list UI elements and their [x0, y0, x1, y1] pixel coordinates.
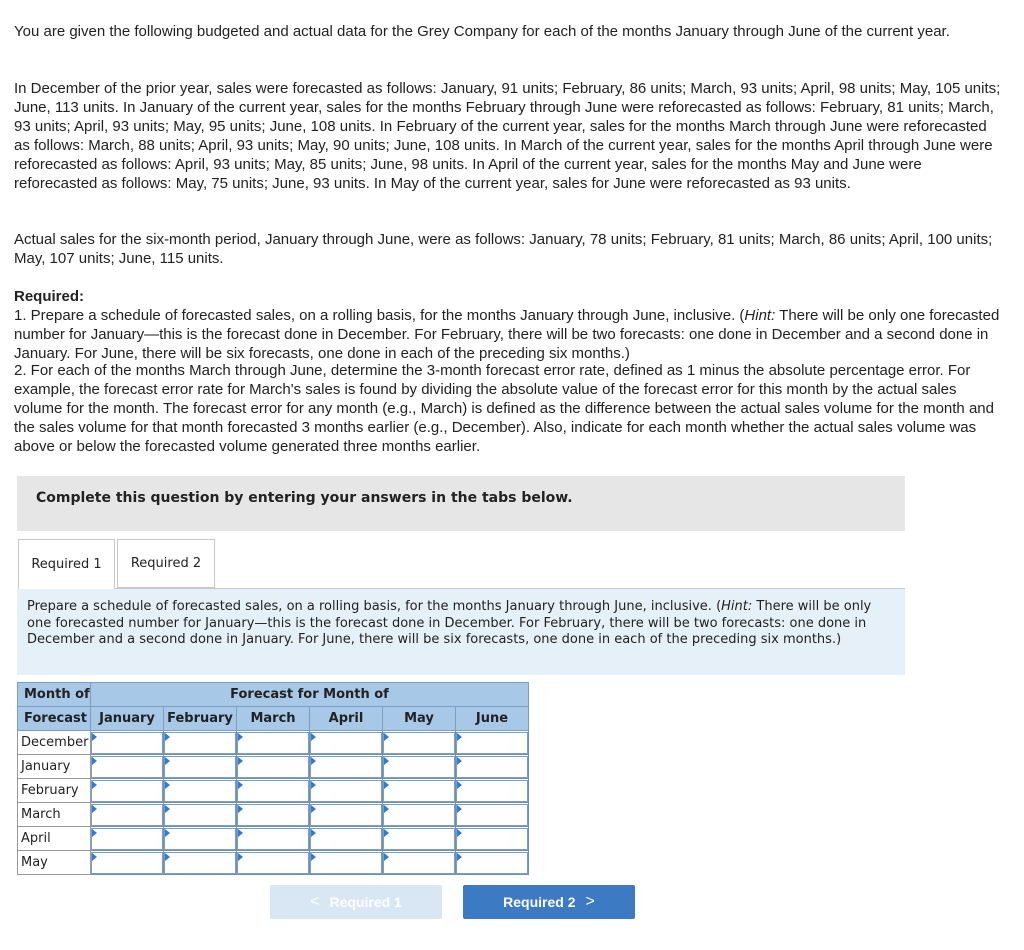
row-label-december: December	[18, 731, 91, 755]
row-label-april: April	[18, 827, 91, 851]
input-marker-icon	[384, 805, 389, 813]
forecast-cell	[91, 827, 164, 851]
forecast-cell	[456, 827, 529, 851]
input-marker-icon	[238, 733, 243, 741]
forecast-cell	[310, 827, 383, 851]
input-marker-icon	[92, 805, 97, 813]
forecast-input-march-january[interactable]	[91, 804, 163, 826]
forecast-input-march-february[interactable]	[164, 804, 236, 826]
header-forecast: Forecast	[18, 707, 91, 731]
input-marker-icon	[311, 805, 316, 813]
forecast-cell	[456, 851, 529, 875]
forecast-input-may-may[interactable]	[383, 852, 455, 874]
table-row	[18, 803, 529, 827]
forecast-cell	[164, 731, 237, 755]
forecast-input-april-february[interactable]	[164, 828, 236, 850]
previous-tab-label: Required 1	[329, 894, 402, 910]
forecast-cell	[237, 803, 310, 827]
forecast-input-december-january[interactable]	[91, 732, 163, 754]
input-marker-icon	[92, 757, 97, 765]
input-marker-icon	[457, 781, 462, 789]
input-marker-icon	[165, 805, 170, 813]
forecast-cell	[310, 731, 383, 755]
forecast-input-march-april[interactable]	[310, 804, 382, 826]
forecast-input-february-march[interactable]	[237, 780, 309, 802]
forecast-cell	[310, 779, 383, 803]
input-marker-icon	[384, 781, 389, 789]
forecast-cell	[91, 779, 164, 803]
input-marker-icon	[384, 733, 389, 741]
input-marker-icon	[384, 757, 389, 765]
input-marker-icon	[238, 829, 243, 837]
tab-required-1[interactable]: Required 1	[18, 539, 115, 589]
forecast-input-february-may[interactable]	[383, 780, 455, 802]
input-marker-icon	[238, 781, 243, 789]
forecast-cell	[456, 731, 529, 755]
row-label-february: February	[18, 779, 91, 803]
input-marker-icon	[384, 829, 389, 837]
forecast-cell	[237, 779, 310, 803]
forecast-cell	[383, 851, 456, 875]
tab-instruction-text: Prepare a schedule of forecasted sales, on a rolling basis, for the months January through June, inclusive. (Hint: There will be only one forecasted number for January—this is the forecast done in December. For February, there will be two forecasts: one done in December and a second done in January. For June, there will be six forecasts, one done in each of the preceding six months.)	[27, 599, 872, 647]
next-tab-label: Required 2	[503, 894, 576, 910]
forecast-input-january-may[interactable]	[383, 756, 455, 778]
forecast-input-january-march[interactable]	[237, 756, 309, 778]
forecast-input-may-april[interactable]	[310, 852, 382, 874]
forecast-input-april-april[interactable]	[310, 828, 382, 850]
table-row	[18, 731, 529, 755]
forecast-cell	[310, 803, 383, 827]
row-label-january: January	[18, 755, 91, 779]
table-row	[18, 779, 529, 803]
input-marker-icon	[311, 829, 316, 837]
forecast-cell	[237, 851, 310, 875]
forecast-cell	[164, 755, 237, 779]
forecast-input-may-february[interactable]	[164, 852, 236, 874]
input-marker-icon	[457, 733, 462, 741]
input-marker-icon	[457, 805, 462, 813]
tab-instruction-panel	[17, 589, 905, 675]
forecast-input-april-march[interactable]	[237, 828, 309, 850]
forecast-cell	[237, 755, 310, 779]
column-header-june: June	[456, 707, 529, 731]
row-label-march: March	[18, 803, 91, 827]
table-row	[18, 827, 529, 851]
forecast-data-text: In December of the prior year, sales were forecasted as follows: January, 91 units; February, 86 units; March, 93 units; April, 98 units; May, 105 units; June, 113 units. In January of the current year, sales for the months February through June were reforecasted as follows: February, 81 units; March, 93 units; April, 93 units; May, 95 units; June, 108 units. In February of the current year, sales for the months March through June were reforecasted as follows: March, 88 units; April, 93 units; May, 90 units; June, 108 units. In March of the current year, sales for the months April through June were reforecasted as follows: April, 93 units; May, 85 units; June, 98 units. In April of the current year, sales for the months May and June were reforecasted as follows: May, 75 units; June, 93 units. In May of the current year, sales for June were reforecasted as 93 units.	[14, 80, 1001, 192]
forecast-input-april-may[interactable]	[383, 828, 455, 850]
forecast-cell	[383, 803, 456, 827]
column-header-january: January	[91, 707, 164, 731]
forecast-cell	[237, 731, 310, 755]
forecast-input-february-april[interactable]	[310, 780, 382, 802]
tab-required-2[interactable]: Required 2	[117, 539, 215, 588]
input-marker-icon	[238, 805, 243, 813]
forecast-cell	[383, 827, 456, 851]
header-forecast-for-month-of: Forecast for Month of	[91, 683, 529, 707]
intro-text: You are given the following budgeted and actual data for the Grey Company for each of the months January through June of the current year.	[14, 23, 950, 40]
forecast-input-december-march[interactable]	[237, 732, 309, 754]
forecast-input-january-june[interactable]	[456, 756, 528, 778]
input-marker-icon	[92, 853, 97, 861]
forecast-input-april-june[interactable]	[456, 828, 528, 850]
input-marker-icon	[238, 757, 243, 765]
forecast-cell	[456, 755, 529, 779]
input-marker-icon	[457, 853, 462, 861]
banner-text: Complete this question by entering your answers in the tabs below.	[36, 490, 573, 506]
forecast-input-february-june[interactable]	[456, 780, 528, 802]
forecast-input-march-march[interactable]	[237, 804, 309, 826]
input-marker-icon	[165, 757, 170, 765]
forecast-input-may-march[interactable]	[237, 852, 309, 874]
forecast-cell	[91, 731, 164, 755]
forecast-cell	[237, 827, 310, 851]
input-marker-icon	[165, 853, 170, 861]
forecast-cell	[456, 803, 529, 827]
forecast-cell	[456, 779, 529, 803]
chevron-right-icon: >	[585, 893, 595, 910]
forecast-cell	[164, 803, 237, 827]
forecast-input-december-june[interactable]	[456, 732, 528, 754]
forecast-cell	[383, 731, 456, 755]
input-marker-icon	[311, 853, 316, 861]
input-marker-icon	[238, 853, 243, 861]
column-header-may: May	[383, 707, 456, 731]
column-header-february: February	[164, 707, 237, 731]
input-marker-icon	[384, 853, 389, 861]
forecast-cell	[91, 851, 164, 875]
forecast-input-february-february[interactable]	[164, 780, 236, 802]
input-marker-icon	[457, 829, 462, 837]
input-marker-icon	[165, 781, 170, 789]
input-marker-icon	[165, 829, 170, 837]
previous-tab-button[interactable]	[270, 885, 442, 919]
column-header-march: March	[237, 707, 310, 731]
input-marker-icon	[311, 733, 316, 741]
instructions-banner	[17, 476, 905, 531]
input-marker-icon	[311, 781, 316, 789]
input-marker-icon	[92, 781, 97, 789]
forecast-input-december-february[interactable]	[164, 732, 236, 754]
chevron-left-icon: <	[310, 893, 320, 910]
forecast-cell	[91, 755, 164, 779]
forecast-input-december-april[interactable]	[310, 732, 382, 754]
requirement-1-text: 1. Prepare a schedule of forecasted sales, on a rolling basis, for the months January through June, inclusive. (Hint: There will be only one forecasted number for January—this is the forecast done in December. For February, there will be two forecasts: one done in December and a second done in January. For June, there will be six forecasts, one done in each of the preceding six months.)	[14, 307, 1000, 362]
forecast-cell	[310, 755, 383, 779]
next-tab-button[interactable]	[463, 885, 635, 919]
forecast-cell	[164, 851, 237, 875]
forecast-cell	[164, 827, 237, 851]
forecast-schedule-table	[17, 682, 529, 875]
table-row	[18, 755, 529, 779]
forecast-input-december-may[interactable]	[383, 732, 455, 754]
input-marker-icon	[165, 733, 170, 741]
actual-sales-text: Actual sales for the six-month period, January through June, were as follows: January, 78 units; February, 81 units; March, 86 units; April, 100 units; May, 107 units; June, 115 units.	[14, 231, 993, 267]
forecast-cell	[310, 851, 383, 875]
input-marker-icon	[457, 757, 462, 765]
forecast-input-may-january[interactable]	[91, 852, 163, 874]
forecast-input-january-april[interactable]	[310, 756, 382, 778]
input-marker-icon	[92, 829, 97, 837]
column-header-april: April	[310, 707, 383, 731]
forecast-input-february-january[interactable]	[91, 780, 163, 802]
header-month-of: Month of	[18, 683, 91, 707]
forecast-input-april-january[interactable]	[91, 828, 163, 850]
forecast-cell	[164, 779, 237, 803]
table-row	[18, 851, 529, 875]
forecast-input-march-may[interactable]	[383, 804, 455, 826]
input-marker-icon	[311, 757, 316, 765]
row-label-may: May	[18, 851, 91, 875]
forecast-input-may-june[interactable]	[456, 852, 528, 874]
forecast-cell	[91, 803, 164, 827]
forecast-input-january-february[interactable]	[164, 756, 236, 778]
input-marker-icon	[92, 733, 97, 741]
forecast-input-january-january[interactable]	[91, 756, 163, 778]
requirement-2-text: 2. For each of the months March through June, determine the 3-month forecast error rate, defined as 1 minus the absolute percentage error. For example, the forecast error rate for March's sales is found by dividing the absolute value of the forecast error for this month by the actual sales volume for the month. The forecast error for any month (e.g., March) is defined as the difference between the actual sales volume for the month and the sales volume for that month forecasted 3 months earlier (e.g., December). Also, indicate for each month whether the actual sales volume was above or below the forecasted volume generated three months earlier.	[14, 362, 994, 455]
forecast-input-march-june[interactable]	[456, 804, 528, 826]
required-heading: Required:	[14, 288, 85, 305]
forecast-cell	[383, 755, 456, 779]
forecast-cell	[383, 779, 456, 803]
